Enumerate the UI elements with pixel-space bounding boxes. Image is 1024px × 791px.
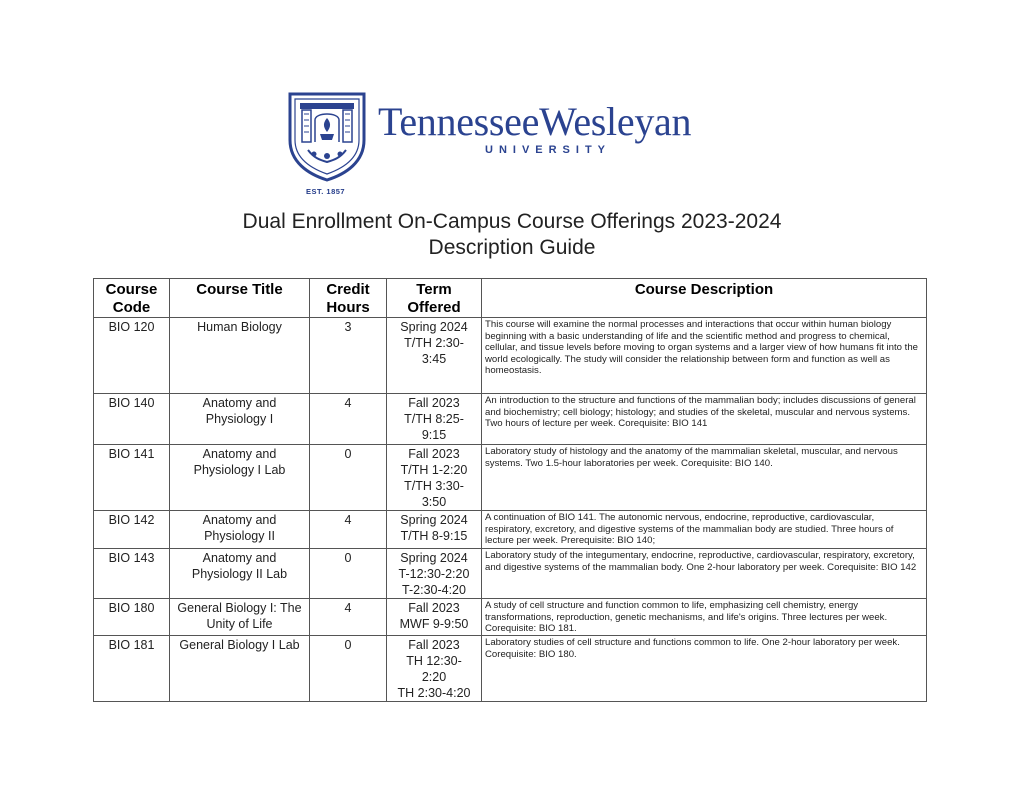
table-row bbox=[94, 445, 927, 511]
term-line: T/TH 3:30- bbox=[404, 479, 464, 493]
credit-hours: 0 bbox=[310, 549, 387, 599]
header-credit-hours: Credit Hours bbox=[310, 279, 387, 318]
university-seal-icon bbox=[286, 90, 368, 182]
term-offered bbox=[387, 445, 482, 511]
term-line: Fall 2023 bbox=[408, 601, 460, 615]
course-title: Anatomy and Physiology I Lab bbox=[170, 445, 310, 511]
university-subtitle: UNIVERSITY bbox=[485, 144, 612, 156]
course-description: A continuation of BIO 141. The autonomic nervous, endocrine, reproductive, cardiovascular, respiratory, excretory, and digestive systems of the mammalian body are studied. Three hours of lecture per week. Prerequisite: BIO 140; bbox=[482, 511, 927, 549]
course-code: BIO 143 bbox=[94, 549, 170, 599]
established-year: EST. 1857 bbox=[306, 187, 346, 196]
credit-hours: 4 bbox=[310, 511, 387, 549]
course-code: BIO 181 bbox=[94, 636, 170, 702]
term-line: T/TH 8-9:15 bbox=[400, 529, 468, 543]
course-title: Anatomy and Physiology II bbox=[170, 511, 310, 549]
course-code: BIO 140 bbox=[94, 394, 170, 445]
course-title: Human Biology bbox=[170, 318, 310, 394]
university-wordmark: TennesseeWesleyan bbox=[378, 99, 692, 144]
course-title: General Biology I: The Unity of Life bbox=[170, 599, 310, 636]
term-offered bbox=[387, 394, 482, 445]
course-title: Anatomy and Physiology I bbox=[170, 394, 310, 445]
course-code: BIO 142 bbox=[94, 511, 170, 549]
course-description: Laboratory study of histology and the anatomy of the mammalian skeletal, muscular, and nervous systems. Two 1.5-hour laboratories per week. Corequisite: BIO 140. bbox=[482, 445, 927, 511]
term-line: T-2:30-4:20 bbox=[402, 583, 466, 597]
course-description: This course will examine the normal processes and interactions that occur within human biology beginning with a basic understanding of life and the scientific method and progress to chemical, cellular, and tissue levels before moving to organ systems and a larger view of how humans fit into the world ecologically. The study will consider the relationship between form and function as well as homeostasis. bbox=[482, 318, 927, 394]
course-description: Laboratory studies of cell structure and functions common to life. One 2-hour laboratory per week. Corequisite: BIO 180. bbox=[482, 636, 927, 702]
term-line: T-12:30-2:20 bbox=[398, 567, 470, 581]
term-line: TH 12:30- bbox=[406, 654, 462, 668]
term-line: T/TH 8:25- bbox=[404, 412, 464, 426]
table-row bbox=[94, 318, 927, 394]
table-row bbox=[94, 394, 927, 445]
course-description: A study of cell structure and function common to life, emphasizing cell chemistry, energy transformations, reproduction, genetic mechanisms, and life's origins. Three lectures per week. Corequisite: BIO 181. bbox=[482, 599, 927, 636]
credit-hours: 4 bbox=[310, 394, 387, 445]
table-row bbox=[94, 511, 927, 549]
document-title: Dual Enrollment On-Campus Course Offerings 2023-2024 bbox=[242, 210, 782, 233]
course-description: Laboratory study of the integumentary, endocrine, reproductive, cardiovascular, respiratory, excretory, and digestive systems of the mammalian body. One 2-hour laboratory per week. Corequisite: BIO 142 bbox=[482, 549, 927, 599]
course-code: BIO 180 bbox=[94, 599, 170, 636]
credit-hours: 4 bbox=[310, 599, 387, 636]
term-line: MWF 9-9:50 bbox=[399, 617, 469, 631]
term-offered bbox=[387, 549, 482, 599]
header-term-offered: Term Offered bbox=[387, 279, 482, 318]
table-row bbox=[94, 636, 927, 702]
term-line: Spring 2024 bbox=[400, 320, 468, 334]
table-row bbox=[94, 549, 927, 599]
term-offered bbox=[387, 636, 482, 702]
course-code: BIO 141 bbox=[94, 445, 170, 511]
table-row bbox=[94, 599, 927, 636]
course-description: An introduction to the structure and functions of the mammalian body; includes discussions of general and biochemistry; cell biology; histology; and studies of the skeletal, muscular and nervous systems. Two hours of lecture per week. Corequisite: BIO 141 bbox=[482, 394, 927, 445]
course-title: Anatomy and Physiology II Lab bbox=[170, 549, 310, 599]
term-line: Spring 2024 bbox=[400, 513, 468, 527]
term-line: Fall 2023 bbox=[408, 396, 460, 410]
term-line: 9:15 bbox=[421, 428, 447, 442]
header-course-code: Course Code bbox=[94, 279, 170, 318]
term-line: T/TH 1-2:20 bbox=[400, 463, 468, 477]
term-line: 3:50 bbox=[421, 495, 447, 509]
credit-hours: 0 bbox=[310, 445, 387, 511]
credit-hours: 3 bbox=[310, 318, 387, 394]
course-code: BIO 120 bbox=[94, 318, 170, 394]
header-course-title: Course Title bbox=[170, 279, 310, 318]
term-offered bbox=[387, 318, 482, 394]
credit-hours: 0 bbox=[310, 636, 387, 702]
term-offered bbox=[387, 599, 482, 636]
term-offered bbox=[387, 511, 482, 549]
document-subtitle: Description Guide bbox=[428, 236, 596, 259]
term-line: 2:20 bbox=[421, 670, 447, 684]
term-line: Fall 2023 bbox=[408, 638, 460, 652]
university-logo bbox=[286, 90, 738, 200]
term-line: TH 2:30-4:20 bbox=[397, 686, 471, 700]
term-line: Spring 2024 bbox=[400, 551, 468, 565]
course-table bbox=[93, 278, 927, 702]
term-line: 3:45 bbox=[421, 352, 447, 366]
course-title: General Biology I Lab bbox=[170, 636, 310, 702]
header-course-description: Course Description bbox=[482, 279, 927, 318]
term-line: Fall 2023 bbox=[408, 447, 460, 461]
term-line: T/TH 2:30- bbox=[404, 336, 464, 350]
